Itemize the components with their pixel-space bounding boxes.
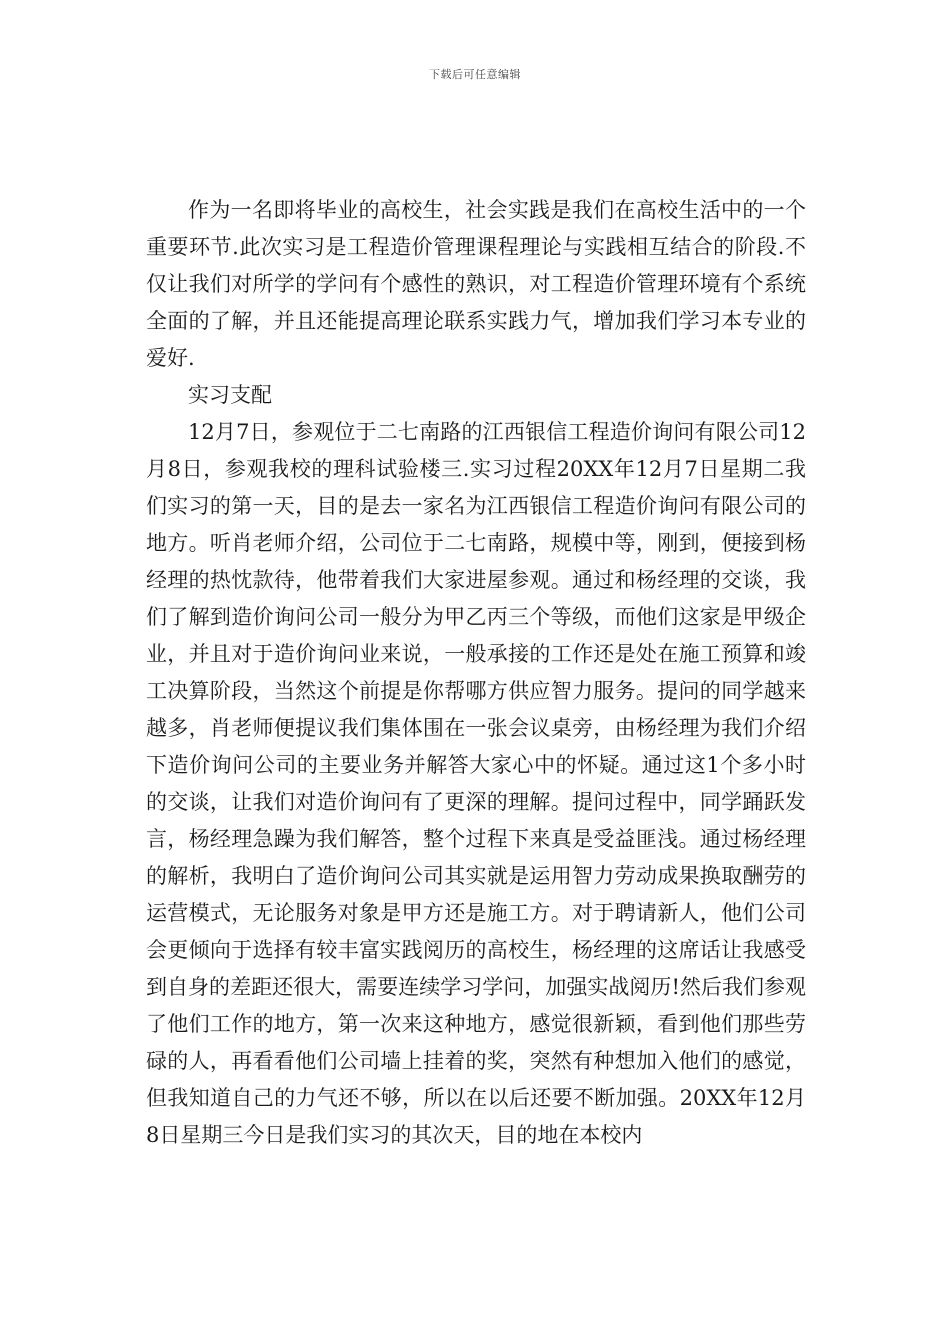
section-heading: 实习支配 (188, 383, 272, 407)
page-header: 下载后可任意编辑 (429, 68, 521, 81)
body-paragraph: 12月7日，参观位于二七南路的江西银信工程造价询问有限公司12月8日，参观我校的理科试验楼三.实习过程20XX年12月7日星期二我们实习的第一天，目的是去一家名为江西银信工程造价询问有限公司的地方。听肖老师介绍，公司位于二七南路，规模中等，刚到，便接到杨经理的热忱款待，他带着我们大家进屋参观。通过和杨经理的交谈，我们了解到造价询问公司一般分为甲乙丙三个等级，而他们这家是甲级企业，并且对于造价询问业来说，一般承接的工作还是处在施工预算和竣工决算阶段，当然这个前提是你帮哪方供应智力服务。提问的同学越来越多，肖老师便提议我们集体围在一张会议桌旁，由杨经理为我们介绍下造价询问公司的主要业务并解答大家心中的怀疑。通过这1个多小时的交谈，让我们对造价询问有了更深的理解。提问过程中，同学踊跃发言，杨经理急躁为我们解答，整个过程下来真是受益匪浅。通过杨经理的解析，我明白了造价询问公司其实就是运用智力劳动成果换取酬劳的运营模式，无论服务对象是甲方还是施工方。对于聘请新人，他们公司会更倾向于选择有较丰富实践阅历的高校生，杨经理的这席话让我感受到自身的差距还很大，需要连续学习学问，加强实战阅历!然后我们参观了他们工作的地方，第一次来这种地方，感觉很新颖，看到他们那些劳碌的人，再看看他们公司墙上挂着的奖，突然有种想加入他们的感觉，但我知道自己的力气还不够，所以在以后还要不断加强。20XX年12月8日星期三今日是我们实习的其次天，目的地在本校内 (146, 420, 806, 1147)
document-body (146, 192, 806, 1154)
intro-paragraph: 作为一名即将毕业的高校生，社会实践是我们在高校生活中的一个重要环节.此次实习是工程造价管理课程理论与实践相互结合的阶段.不仅让我们对所学的学问有个感性的熟识，对工程造价管理环境有个系统全面的了解，并且还能提高理论联系实践力气，增加我们学习本专业的爱好. (146, 198, 806, 370)
